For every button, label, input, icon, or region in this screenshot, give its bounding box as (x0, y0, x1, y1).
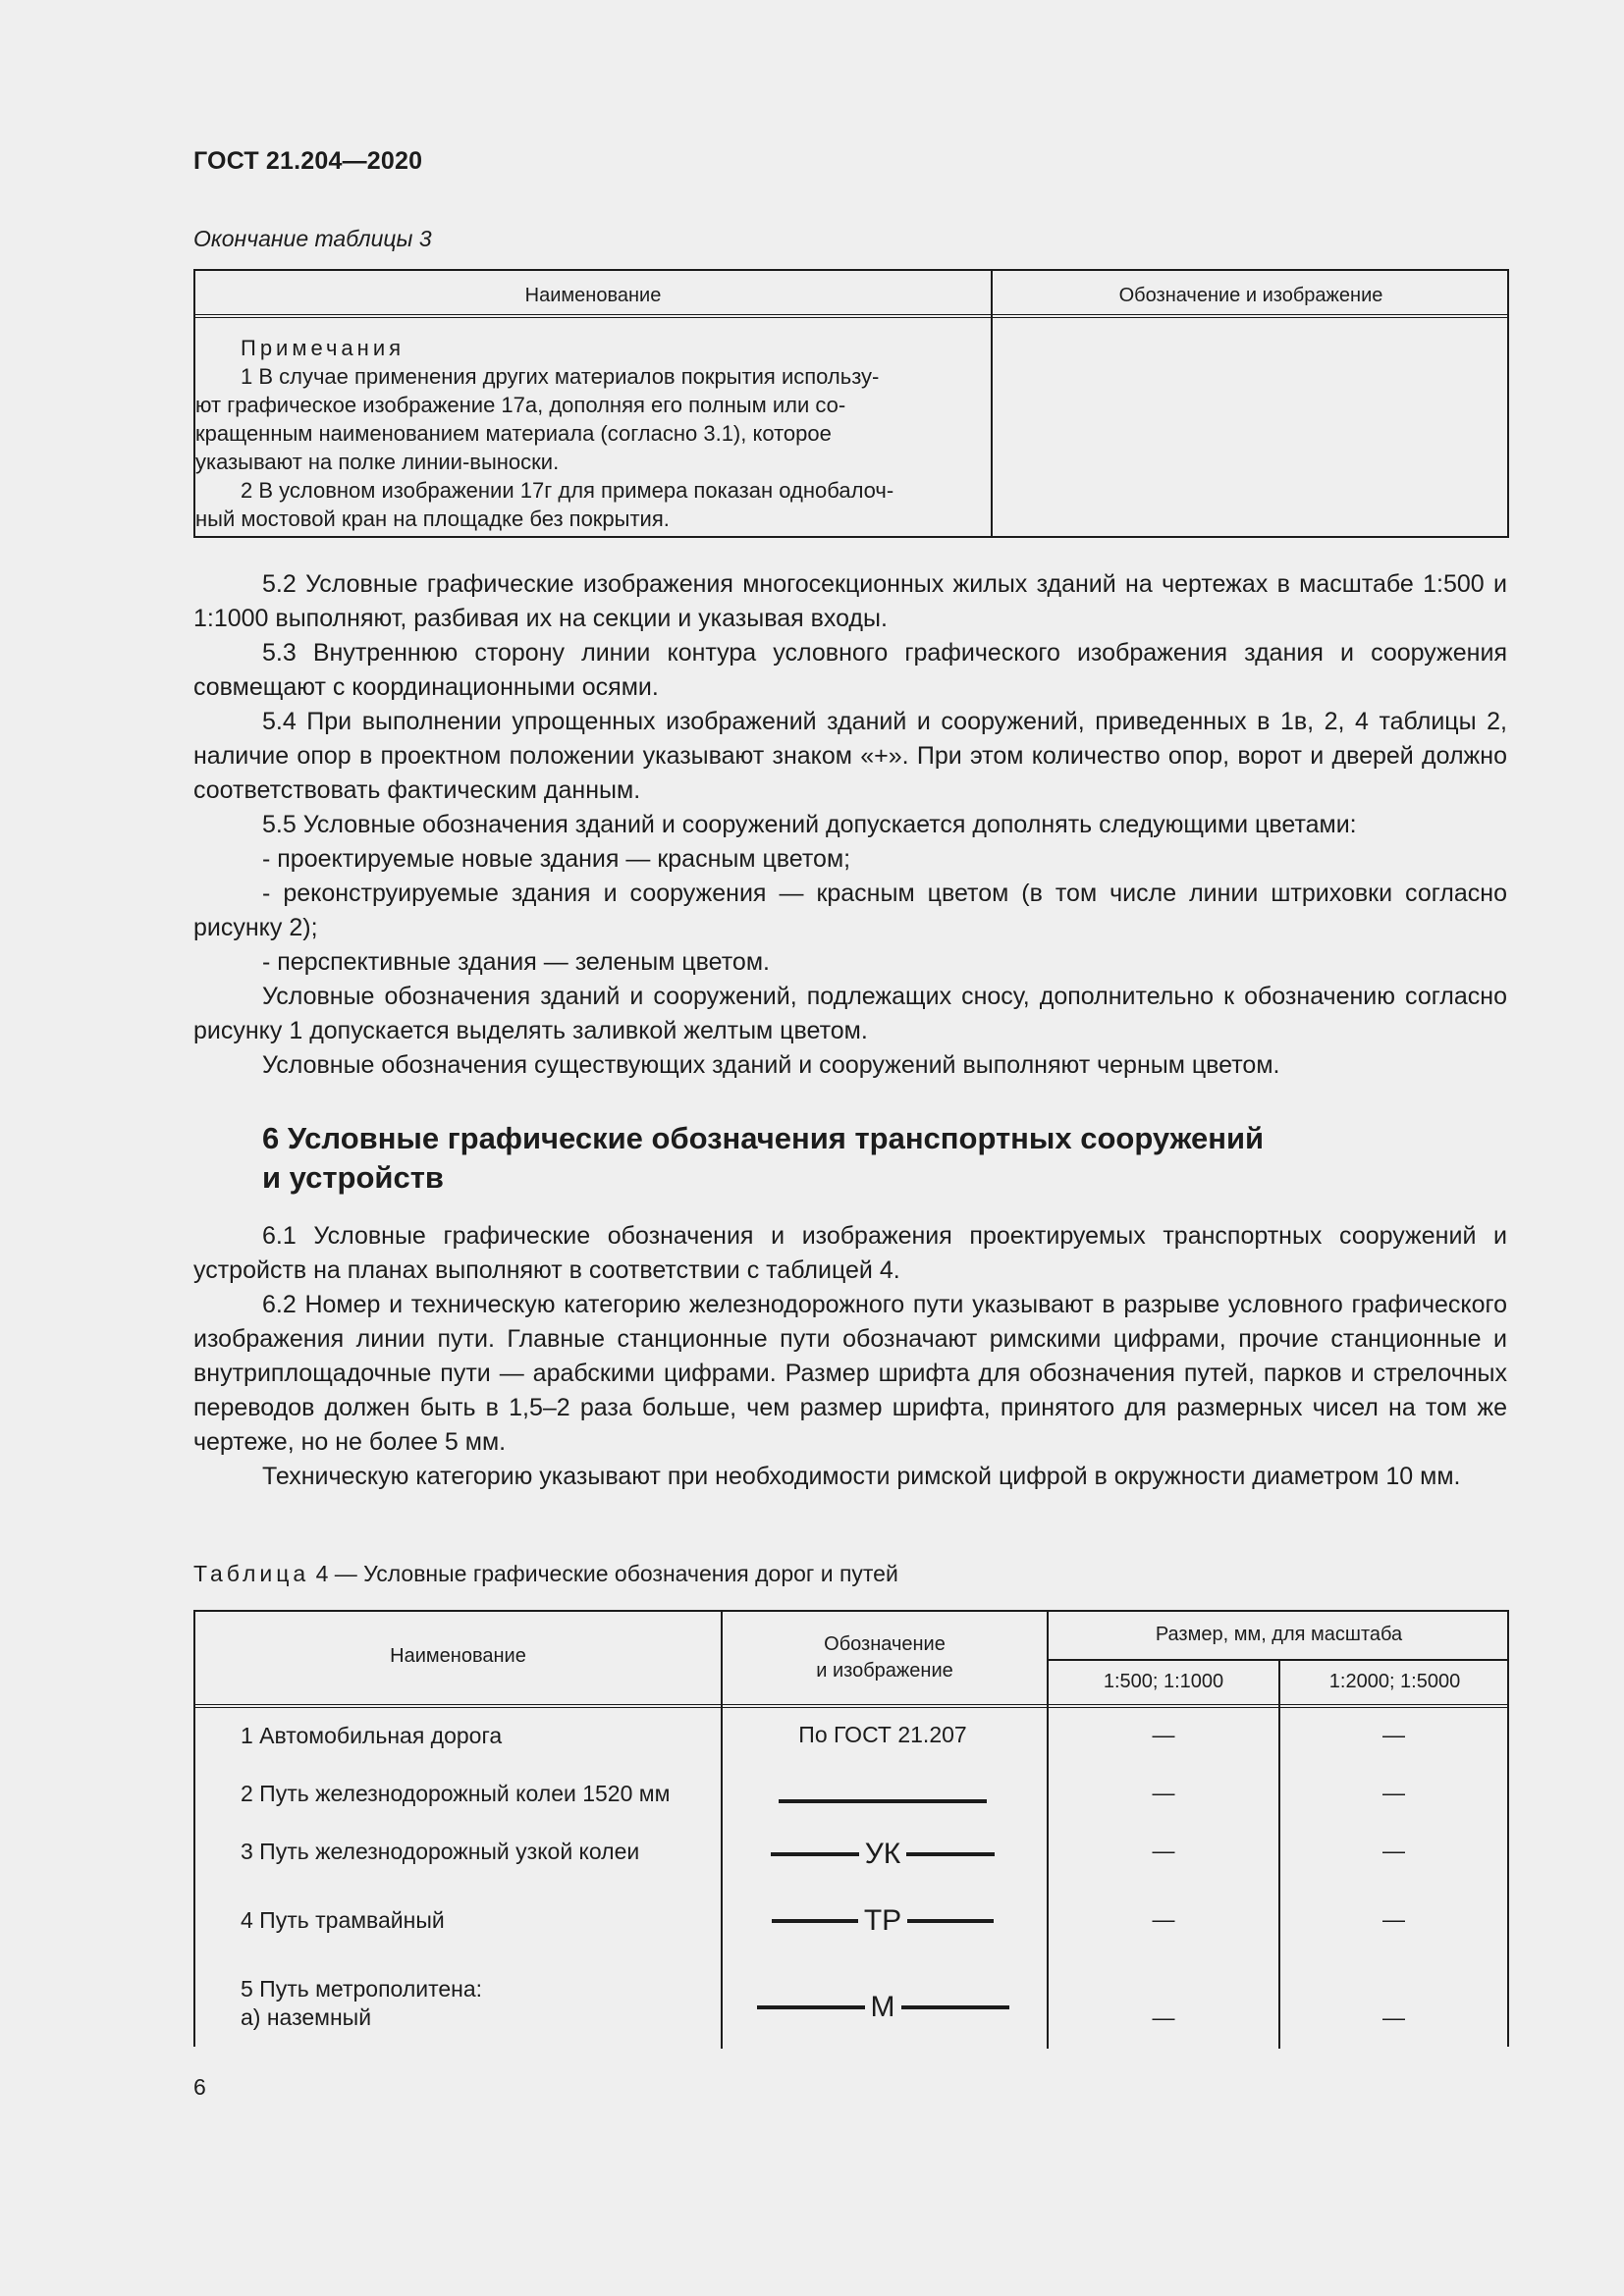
page-number: 6 (193, 2074, 206, 2100)
table3-column-divider (991, 271, 993, 536)
narrow-gauge-line-symbol (721, 1840, 1045, 1869)
note1-line2: ют графическое изображение 17а, дополняя его полным или со- (195, 393, 846, 417)
metro-label: М (870, 1991, 895, 2023)
paragraph-5-5: 5.5 Условные обозначения зданий и сооружений допускается дополнять следующими цветами: (262, 811, 1357, 838)
row-size-2: — (1382, 1722, 1405, 1747)
section6-title-line2: и устройств (262, 1160, 444, 1195)
section6-title-line1: 6 Условные графические обозначения транспортных сооружений (262, 1121, 1265, 1155)
table3-col-symbol: Обозначение и изображение (1118, 285, 1383, 306)
row-size-1: — (1152, 2004, 1175, 2030)
list-item-perspective: - перспективные здания — зеленым цветом. (262, 948, 770, 976)
row-name-line2: а) наземный (241, 2004, 372, 2030)
document-header: ГОСТ 21.204—2020 (193, 147, 423, 175)
row-size-1: — (1152, 1780, 1175, 1805)
table3 (193, 269, 1509, 538)
notes-title: Примечания (241, 336, 406, 360)
note1-line3: кращенным наименованием материала (согласно 3.1), которое (195, 421, 832, 446)
row-size-2: — (1382, 2004, 1405, 2030)
section5-body (193, 567, 1507, 1083)
tram-label: ТР (863, 1904, 902, 1937)
paragraph-5-3: 5.3 Внутреннюю сторону линии контура условного графического изображения здания и сооружения совмещают с координационными осями. (193, 639, 1507, 701)
narrow-gauge-label: УК (864, 1838, 901, 1870)
table4-col-scale1: 1:500; 1:1000 (1103, 1671, 1224, 1692)
row-size-2: — (1382, 1780, 1405, 1805)
table4 (193, 1610, 1509, 2047)
row-size-2: — (1382, 1838, 1405, 1863)
table3-continuation-caption: Окончание таблицы 3 (193, 226, 432, 251)
paragraph-5-4: 5.4 При выполнении упрощенных изображений зданий и сооружений, приведенных в 1в, 2, 4 таблицы 2, наличие опор в проектном положении указывают знаком «+». При этом количество опор, ворот и дверей должно соответствовать фактическим данным. (193, 708, 1507, 804)
section6-heading (262, 1119, 1489, 1198)
note1-line4: указывают на полке линии-выноски. (195, 450, 560, 474)
railway-line-symbol (721, 1791, 1045, 1811)
table4-col-symbol (723, 1631, 1047, 1684)
row-name (241, 1975, 482, 2032)
list-item-new: - проектируемые новые здания — красным цветом; (262, 845, 851, 873)
paragraph-5-2: 5.2 Условные графические изображения многосекционных жилых зданий на чертежах в масштабе 1:500 и 1:1000 выполняют, разбивая их на секции и указывая входы. (193, 570, 1507, 632)
note2-line2: ный мостовой кран на площадке без покрытия. (195, 507, 670, 531)
table3-col-name: Наименование (524, 285, 662, 306)
table4-header-line (195, 1704, 1507, 1708)
table4-col-name: Наименование (390, 1645, 526, 1667)
tram-line-symbol (721, 1906, 1045, 1936)
row-name-line1: 5 Путь метрополитена: (241, 1976, 483, 2002)
table4-caption-text: 4 — Условные графические обозначения дорог и путей (309, 1561, 898, 1586)
row-name: 2 Путь железнодорожный колеи 1520 мм (241, 1781, 671, 1806)
table4-col-symbol-line1: Обозначение (824, 1633, 946, 1655)
table4-caption (193, 1561, 898, 1587)
table4-col-size: Размер, мм, для масштаба (1155, 1624, 1403, 1645)
section6-body (193, 1219, 1507, 1494)
row-name: 1 Автомобильная дорога (241, 1723, 503, 1748)
table4-col-scale2: 1:2000; 1:5000 (1328, 1671, 1461, 1692)
table4-caption-label: Таблица (193, 1561, 310, 1586)
metro-line-symbol (721, 1993, 1045, 2022)
note2-line1: 2 В условном изображении 17г для примера показан однобалоч- (241, 478, 894, 503)
row-size-2: — (1382, 1906, 1405, 1932)
paragraph-existing: Условные обозначения существующих зданий и сооружений выполняют черным цветом. (262, 1051, 1280, 1079)
paragraph-6-1: 6.1 Условные графические обозначения и изображения проектируемых транспортных сооружений и устройств на планах выполняют в соответствии с таблицей 4. (193, 1222, 1507, 1284)
table3-notes (195, 334, 987, 533)
table4-col-symbol-line2: и изображение (816, 1660, 953, 1682)
paragraph-6-2: 6.2 Номер и техническую категорию железнодорожного пути указывают в разрыве условного графического изображения линии пути. Главные станционные пути обозначают римскими цифрами, прочие станционные и внутриплощадочные пути — арабскими цифрами. Размер шрифта для обозначения путей, парков и стрелочных переводов должен быть в 1,5–2 раза больше, чем размер шрифта, принятого для размерных чисел на том же чертеже, но не более 5 мм. (193, 1291, 1507, 1456)
row-size-1: — (1152, 1906, 1175, 1932)
paragraph-tech-category: Техническую категорию указывают при необходимости римской цифрой в окружности диаметром 10 мм. (262, 1463, 1461, 1490)
row-size-1: — (1152, 1722, 1175, 1747)
row-name: 4 Путь трамвайный (241, 1907, 445, 1933)
row-symbol: По ГОСТ 21.207 (798, 1722, 967, 1747)
row-name: 3 Путь железнодорожный узкой колеи (241, 1839, 640, 1864)
list-item-reconstructed: - реконструируемые здания и сооружения — красным цветом (в том числе линии штриховки согласно рисунку 2); (193, 880, 1507, 941)
paragraph-demolish: Условные обозначения зданий и сооружений, подлежащих сносу, дополнительно к обозначению согласно рисунку 1 допускается выделять заливкой желтым цветом. (193, 983, 1507, 1044)
row-size-1: — (1152, 1838, 1175, 1863)
note1-line1: 1 В случае применения других материалов покрытия использу- (241, 364, 880, 389)
